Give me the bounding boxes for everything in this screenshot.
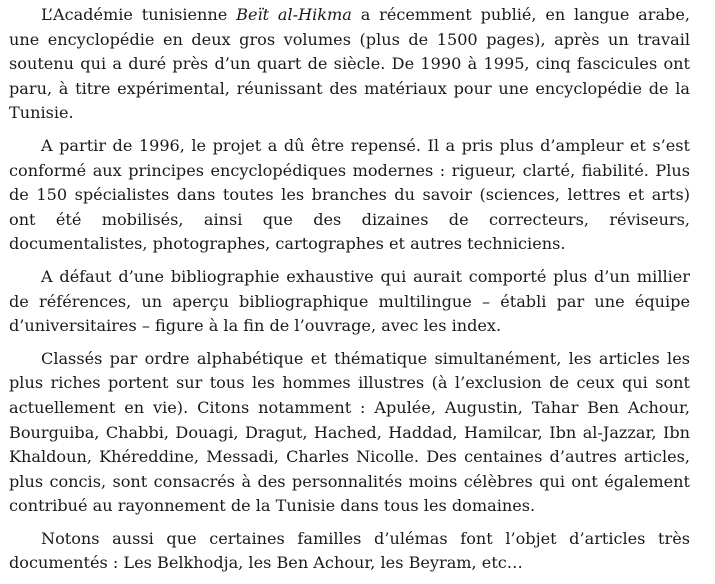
paragraph-1-text-a: L’Académie tunisienne xyxy=(41,5,237,24)
paragraph-2-text: A partir de 1996, le projet a dû être repensé. Il a pris plus d’ampleur et s’est conformé aux principes encyclopédiques modernes : rigueur, clarté, fiabilité. Plus de 150 spécialistes dans toutes les branches du savoir (sciences, lettres et arts) ont été mobilisés, ainsi que des dizaines de correcteurs, réviseurs, documentalistes, photographes, cartographes et autres techniciens. xyxy=(9,135,690,254)
paragraph-4-text: Classés par ordre alphabétique et thématique simultanément, les articles les plus riches portent sur tous les hommes illustres (à l’exclusion de ceux qui sont actuellement en vie). Citons notamment : Apulée, Augustin, Tahar Ben Achour, Bourguiba, Chabbi, Douagi, Dragut, Hached, Haddad, Hamilcar, Ibn al-Jazzar, Ibn Khaldoun, Khéreddine, Messadi, Charles Nicolle. Des centaines d’autres articles, plus concis, sont consacrés à des personnalités moins célèbres qui ont également contribué au rayonnement de la Tunisie dans tous les domaines. xyxy=(9,348,690,516)
beit-al-hikma-title: Beït al-Hikma xyxy=(236,5,352,24)
paragraph-5 xyxy=(9,527,690,576)
paragraph-5-text: Notons aussi que certaines familles d’ulémas font l’objet d’articles très documentés : Les Belkhodja, les Ben Achour, les Beyram, etc… xyxy=(9,528,690,573)
paragraph-2 xyxy=(9,134,690,257)
paragraph-4 xyxy=(9,347,690,519)
paragraph-1 xyxy=(9,3,690,126)
paragraph-1-text-b: a récemment publié, en langue arabe, une encyclopédie en deux gros volumes (plus de 1500 pages), après un travail soutenu qui a duré près d’un quart de siècle. De 1990 à 1995, cinq fascicules ont paru, à titre expérimental, réunissant des matériaux pour une encyclopédie de la Tunisie. xyxy=(9,5,690,123)
paragraph-3-text: A défaut d’une bibliographie exhaustive qui aurait comporté plus d’un millier de références, un aperçu bibliographique multilingue – établi par une équipe d’universitaires – figure à la fin de l’ouvrage, avec les index. xyxy=(9,266,690,336)
document-body xyxy=(9,3,690,584)
paragraph-3 xyxy=(9,265,690,339)
